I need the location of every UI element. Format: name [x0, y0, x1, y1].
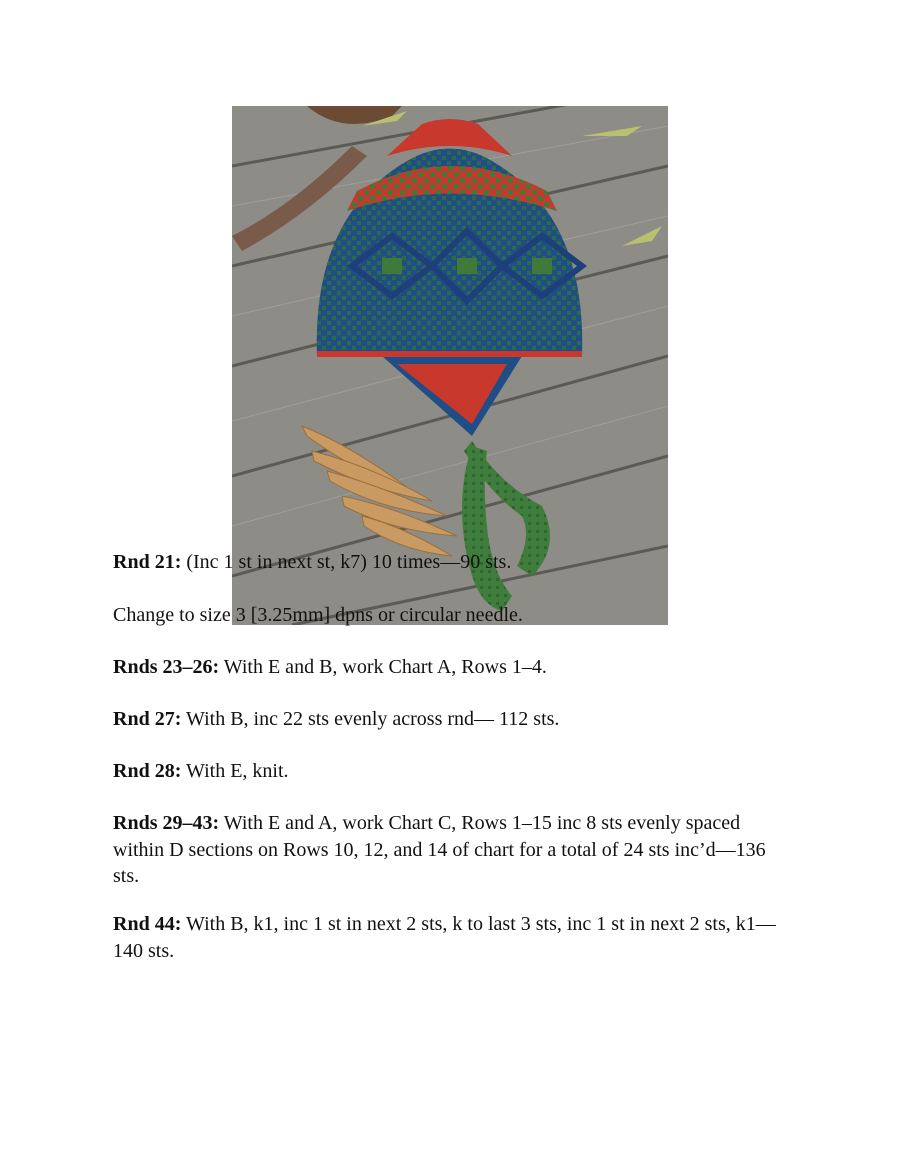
instruction-text: (Inc 1 st in next st, k7) 10 times—90 sts. — [181, 551, 512, 573]
instruction-rnds-23-26 — [113, 654, 793, 681]
instruction-change-needle — [113, 602, 793, 629]
instruction-label: Rnds 29–43: — [113, 812, 220, 834]
instruction-rnd-28 — [113, 758, 793, 785]
instruction-label: Rnds 23–26: — [113, 656, 220, 678]
instruction-rnd-44 — [113, 911, 793, 964]
instruction-text: With B, k1, inc 1 st in next 2 sts, k to last 3 sts, inc 1 st in next 2 sts, k1—140 sts. — [113, 913, 776, 962]
instruction-label: Rnd 27: — [113, 708, 182, 730]
instruction-text: With E and B, work Chart A, Rows 1–4. — [219, 656, 547, 678]
instruction-text: With E and A, work Chart C, Rows 1–15 inc 8 sts evenly spaced within D sections on Rows 10, 12, and 14 of chart for a total of 24 sts inc’d—136 sts. — [113, 812, 766, 887]
hat-photo — [232, 106, 668, 625]
instruction-text: With B, inc 22 sts evenly across rnd— 112 sts. — [181, 708, 560, 730]
instruction-label: Rnd 44: — [113, 913, 182, 935]
instruction-text: Change to size 3 [3.25mm] dpns or circular needle. — [113, 604, 523, 626]
instruction-rnd-21 — [113, 549, 793, 576]
instruction-label: Rnd 21: — [113, 551, 182, 573]
instruction-label: Rnd 28: — [113, 760, 182, 782]
instruction-rnds-29-43 — [113, 810, 793, 890]
instruction-rnd-27 — [113, 706, 793, 733]
instruction-text: With E, knit. — [181, 760, 289, 782]
